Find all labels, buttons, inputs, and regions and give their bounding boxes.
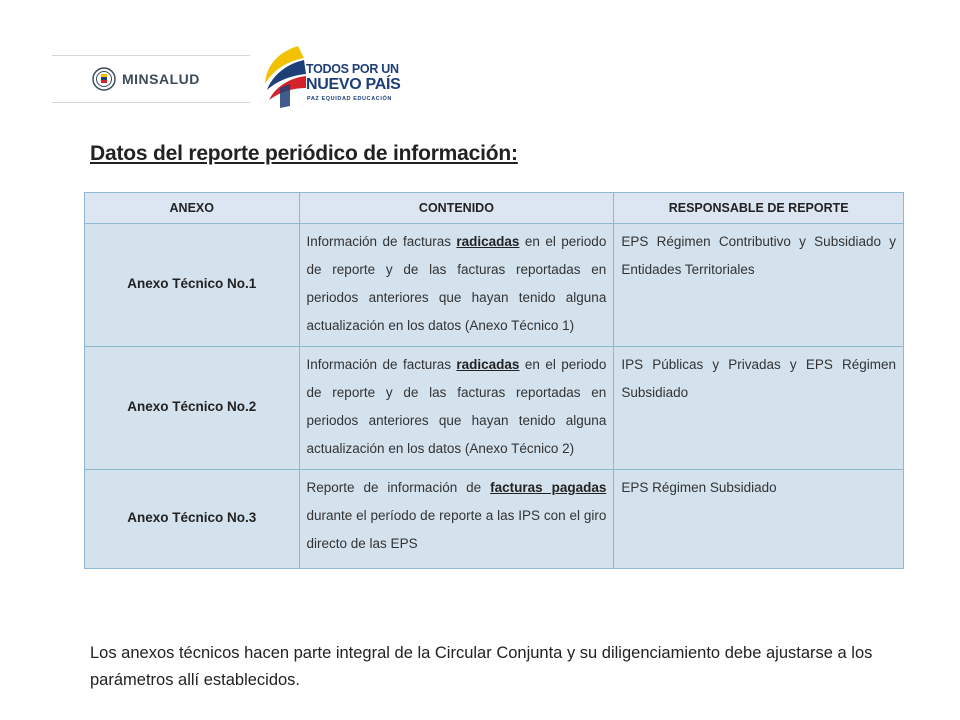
- header-responsable: RESPONSABLE DE REPORTE: [614, 193, 904, 224]
- contenido-text: en el periodo de reporte y de las facturas reportadas en periodos anteriores que hayan tenido alguna actualización en los datos (Anexo Técnico 2): [306, 357, 607, 456]
- anexo-cell: Anexo Técnico No.2: [85, 347, 300, 470]
- logo-line-1: TODOS POR UN: [306, 62, 399, 76]
- contenido-text: durante el período de reporte a las IPS con el giro directo de las EPS: [306, 508, 607, 551]
- table-header-row: [85, 193, 904, 224]
- responsable-cell: EPS Régimen Contributivo y Subsidiado y Entidades Territoriales: [614, 224, 904, 347]
- flag-swoosh-icon: [260, 44, 308, 110]
- table-row: [85, 347, 904, 470]
- contenido-text: Reporte de información de: [306, 480, 491, 495]
- anexo-cell: Anexo Técnico No.3: [85, 470, 300, 569]
- header-anexo: ANEXO: [85, 193, 300, 224]
- contenido-cell: [299, 224, 614, 347]
- todos-por-un-nuevo-pais-logo: [260, 44, 410, 112]
- header-contenido: CONTENIDO: [299, 193, 614, 224]
- contenido-text: en el periodo de reporte y de las facturas reportadas en periodos anteriores que hayan tenido alguna actualización en los datos (Anexo Técnico 1): [306, 234, 607, 333]
- table-row: [85, 470, 904, 569]
- logo-line-2: NUEVO PAÍS: [306, 76, 401, 93]
- minsalud-logo: [52, 55, 250, 103]
- footer-note: Los anexos técnicos hacen parte integral de la Circular Conjunta y su diligenciamiento debe ajustarse a los parámetros allí establecidos.: [90, 644, 873, 689]
- coat-of-arms-icon: [92, 67, 116, 91]
- contenido-cell: [299, 470, 614, 569]
- responsable-cell: IPS Públicas y Privadas y EPS Régimen Subsidiado: [614, 347, 904, 470]
- responsable-cell: EPS Régimen Subsidiado: [614, 470, 904, 569]
- page-title: Datos del reporte periódico de información:: [90, 142, 518, 165]
- contenido-text: Información de facturas: [306, 234, 457, 249]
- anexo-cell: Anexo Técnico No.1: [85, 224, 300, 347]
- annex-table: [84, 192, 904, 569]
- contenido-emphasis: radicadas: [456, 357, 520, 372]
- minsalud-wordmark: MINSALUD: [122, 71, 200, 87]
- contenido-cell: [299, 347, 614, 470]
- contenido-emphasis: radicadas: [456, 234, 520, 249]
- contenido-text: Información de facturas: [306, 357, 457, 372]
- logo-line-3: PAZ EQUIDAD EDUCACIÓN: [307, 96, 392, 102]
- contenido-emphasis: facturas pagadas: [490, 480, 607, 495]
- table-row: [85, 224, 904, 347]
